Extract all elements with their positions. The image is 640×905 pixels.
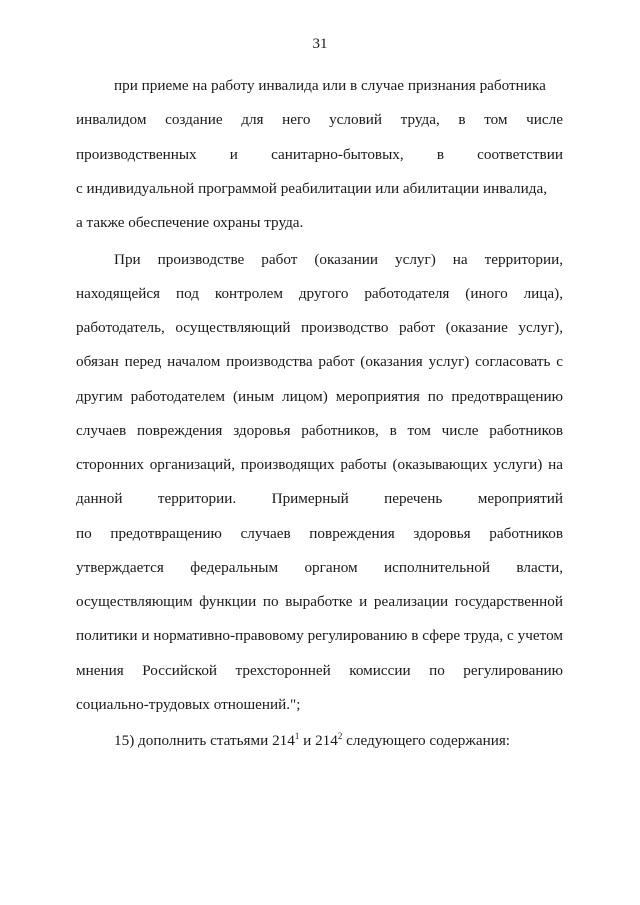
item-15-line bbox=[114, 731, 563, 751]
text-line: утверждается федеральным органом исполнительной власти, bbox=[76, 559, 563, 576]
item-15-prefix: 15) дополнить статьями 214 bbox=[114, 732, 295, 749]
text-line: мнения Российской трехсторонней комиссии по регулированию bbox=[76, 662, 563, 679]
text-line: находящейся под контролем другого работодателя (иного лица), bbox=[76, 285, 563, 302]
text-line: данной территории. Примерный перечень мероприятий bbox=[76, 490, 563, 507]
text-line: а также обеспечение охраны труда. bbox=[76, 214, 304, 231]
text-line: другим работодателем (иным лицом) мероприятия по предотвращению bbox=[76, 388, 563, 405]
text-line: с индивидуальной программой реабилитации или абилитации инвалида, bbox=[76, 180, 548, 197]
item-15-superscript-2: 2 bbox=[337, 731, 343, 741]
text-line: социально-трудовых отношений."; bbox=[76, 696, 301, 713]
text-line: случаев повреждения здоровья работников, в том числе работников bbox=[76, 422, 563, 439]
item-15-suffix: следующего содержания: bbox=[342, 732, 511, 749]
page-number: 31 bbox=[312, 36, 328, 52]
text-line: при приеме на работу инвалида или в случае признания работника bbox=[114, 77, 546, 94]
text-line: производственных и санитарно-бытовых, в соответствии bbox=[76, 146, 563, 163]
text-line: по предотвращению случаев повреждения здоровья работников bbox=[76, 525, 563, 542]
text-line: обязан перед началом производства работ (оказания услуг) согласовать с bbox=[76, 353, 563, 370]
text-line: сторонних организаций, производящих работы (оказывающих услуги) на bbox=[76, 456, 563, 473]
text-line: инвалидом создание для него условий труда, в том числе bbox=[76, 111, 563, 128]
text-line: осуществляющим функции по выработке и реализации государственной bbox=[76, 593, 563, 610]
item-15-middle: и 214 bbox=[299, 732, 338, 749]
text-line: При производстве работ (оказании услуг) на территории, bbox=[114, 251, 563, 268]
text-line: работодатель, осуществляющий производство работ (оказание услуг), bbox=[76, 319, 563, 336]
item-15-superscript-1: 1 bbox=[294, 731, 300, 741]
text-line: политики и нормативно-правовому регулированию в сфере труда, с учетом bbox=[76, 627, 563, 644]
